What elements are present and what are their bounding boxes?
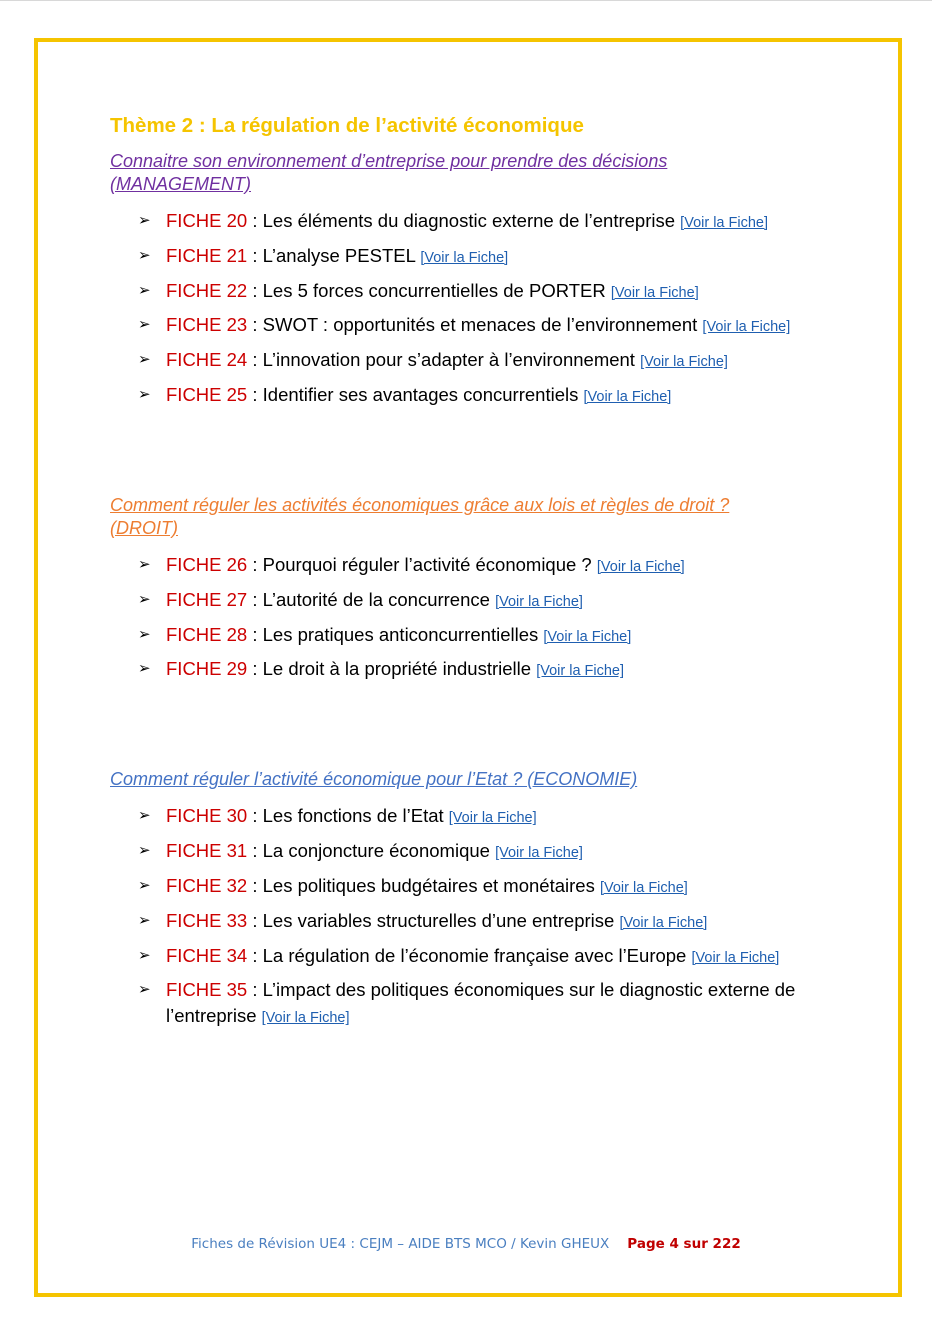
section-title-management[interactable]: Connaitre son environnement d’entreprise pour prendre des décisions (MANAGEMENT)	[110, 151, 668, 194]
fiche-number: FICHE 27	[166, 588, 248, 610]
fiche-title: : Les pratiques anticoncurrentielles	[247, 623, 544, 645]
theme-title: Thème 2 : La régulation de l’activité économique	[110, 114, 584, 137]
voir-fiche-link[interactable]: [Voir la Fiche]	[583, 388, 672, 405]
fiche-title: : Identifier ses avantages concurrentiels	[247, 383, 584, 405]
fiche-title: : L’analyse PESTEL	[247, 244, 421, 266]
fiche-number: FICHE 31	[166, 840, 248, 862]
voir-fiche-link[interactable]: [Voir la Fiche]	[610, 284, 699, 301]
section-management	[110, 150, 830, 410]
fiche-title: : Pourquoi réguler l’activité économique ?	[247, 553, 597, 575]
list-item	[110, 873, 830, 901]
fiche-title: : La conjoncture économique	[247, 840, 496, 862]
list-item	[110, 208, 830, 236]
list-item	[110, 838, 830, 866]
fiche-title: : SWOT : opportunités et menaces de l’environnement	[247, 314, 703, 336]
list-item	[110, 587, 830, 615]
arrow-bullet-icon: ➢	[138, 660, 151, 678]
voir-fiche-link[interactable]: [Voir la Fiche]	[420, 249, 509, 266]
voir-fiche-link[interactable]: [Voir la Fiche]	[261, 1010, 350, 1027]
arrow-bullet-icon: ➢	[138, 842, 151, 860]
arrow-bullet-icon: ➢	[138, 911, 151, 929]
fiche-number: FICHE 29	[166, 658, 248, 680]
fiche-number: FICHE 34	[166, 944, 248, 966]
fiche-list-droit	[110, 552, 830, 684]
arrow-bullet-icon: ➢	[138, 981, 151, 999]
voir-fiche-link[interactable]: [Voir la Fiche]	[495, 593, 583, 610]
arrow-bullet-icon: ➢	[138, 246, 151, 264]
fiche-title: : Les 5 forces concurrentielles de PORTER	[247, 279, 611, 301]
voir-fiche-link[interactable]: [Voir la Fiche]	[596, 558, 685, 575]
fiche-number: FICHE 25	[166, 383, 248, 405]
section-economie	[110, 768, 830, 1031]
fiche-title: : L’autorité de la concurrence	[247, 588, 496, 610]
fiche-number: FICHE 35	[166, 979, 248, 1001]
list-item	[110, 278, 830, 306]
section-title-economie[interactable]: Comment réguler l’activité économique pour l’Etat ? (ECONOMIE)	[110, 769, 638, 790]
list-item	[110, 977, 830, 1031]
arrow-bullet-icon: ➢	[138, 281, 151, 299]
list-item	[110, 622, 830, 650]
fiche-number: FICHE 26	[166, 553, 248, 575]
voir-fiche-link[interactable]: [Voir la Fiche]	[599, 879, 688, 896]
voir-fiche-link[interactable]: [Voir la Fiche]	[640, 354, 728, 371]
fiche-number: FICHE 21	[166, 244, 248, 266]
arrow-bullet-icon: ➢	[138, 555, 151, 573]
arrow-bullet-icon: ➢	[138, 316, 151, 334]
fiche-number: FICHE 24	[166, 349, 248, 371]
list-item	[110, 347, 830, 375]
arrow-bullet-icon: ➢	[138, 625, 151, 643]
fiche-list-economie	[110, 803, 830, 1031]
fiche-number: FICHE 30	[166, 805, 248, 827]
list-item	[110, 382, 830, 410]
footer-text: Fiches de Révision UE4 : CEJM – AIDE BTS MCO / Kevin GHEUX	[191, 1236, 610, 1252]
fiche-title: : Les variables structurelles d’une entreprise	[247, 909, 620, 931]
arrow-bullet-icon: ➢	[138, 946, 151, 964]
voir-fiche-link[interactable]: [Voir la Fiche]	[536, 663, 625, 680]
fiche-number: FICHE 28	[166, 623, 248, 645]
list-item	[110, 312, 830, 340]
section-droit	[110, 494, 830, 684]
voir-fiche-link[interactable]: [Voir la Fiche]	[702, 319, 791, 336]
voir-fiche-link[interactable]: [Voir la Fiche]	[448, 810, 537, 827]
page-number: Page 4 sur 222	[627, 1236, 741, 1252]
voir-fiche-link[interactable]: [Voir la Fiche]	[543, 628, 632, 645]
fiche-number: FICHE 33	[166, 909, 248, 931]
fiche-title: : Les politiques budgétaires et monétaires	[247, 874, 600, 896]
voir-fiche-link[interactable]: [Voir la Fiche]	[691, 949, 780, 966]
voir-fiche-link[interactable]: [Voir la Fiche]	[619, 914, 708, 931]
voir-fiche-link[interactable]: [Voir la Fiche]	[495, 845, 583, 862]
fiche-list-management	[110, 208, 830, 410]
fiche-number: FICHE 22	[166, 279, 248, 301]
arrow-bullet-icon: ➢	[138, 590, 151, 608]
list-item	[110, 908, 830, 936]
fiche-number: FICHE 23	[166, 314, 248, 336]
arrow-bullet-icon: ➢	[138, 351, 151, 369]
list-item	[110, 656, 830, 684]
fiche-number: FICHE 32	[166, 874, 248, 896]
fiche-number: FICHE 20	[166, 210, 248, 231]
arrow-bullet-icon: ➢	[138, 385, 151, 403]
list-item	[110, 943, 830, 971]
fiche-title: : Les fonctions de l’Etat	[247, 805, 449, 827]
arrow-bullet-icon: ➢	[138, 876, 151, 894]
list-item	[110, 243, 830, 271]
arrow-bullet-icon: ➢	[138, 212, 151, 229]
list-item	[110, 803, 830, 831]
page-top-rule	[0, 0, 932, 1]
fiche-title: : L’impact des politiques économiques sur le diagnostic externe de l’entreprise	[166, 979, 796, 1027]
list-item	[110, 552, 830, 580]
section-title-droit[interactable]: Comment réguler les activités économiques grâce aux lois et règles de droit ? (DROIT)	[110, 494, 730, 538]
voir-fiche-link[interactable]: [Voir la Fiche]	[680, 215, 769, 231]
fiche-title: : L’innovation pour s’adapter à l’environnement	[247, 349, 641, 371]
page-content	[110, 112, 830, 1038]
page-footer	[0, 1236, 932, 1252]
fiche-title: : Le droit à la propriété industrielle	[247, 658, 537, 680]
fiche-title: : Les éléments du diagnostic externe de l’entreprise	[247, 210, 681, 231]
arrow-bullet-icon: ➢	[138, 807, 151, 825]
fiche-title: : La régulation de l’économie française avec l’Europe	[247, 944, 692, 966]
